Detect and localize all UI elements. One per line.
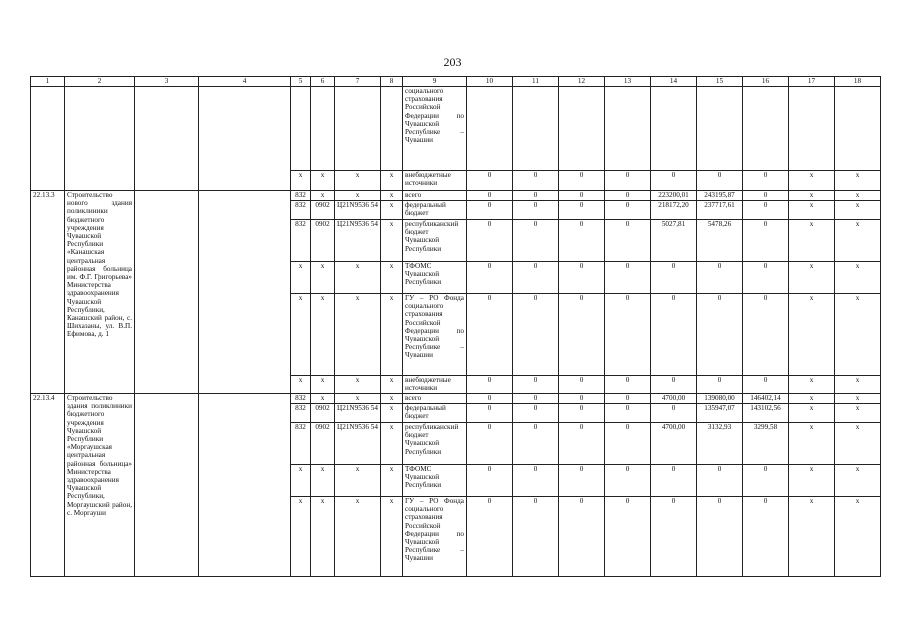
cell-target: Ц21N9536 54 (335, 423, 381, 465)
cell-value: 0 (697, 376, 743, 394)
header-cell-18: 18 (835, 77, 881, 87)
cell-value: 0 (467, 220, 513, 262)
cell-value: 0 (559, 191, 605, 201)
cell-value: 0 (697, 262, 743, 294)
cell-value: 0 (513, 191, 559, 201)
cell-value: 0 (467, 376, 513, 394)
cell-section: x (311, 191, 335, 201)
cell-expense-type: x (381, 220, 403, 262)
cell-value: 0 (743, 201, 789, 220)
cell-expense-type (381, 87, 403, 171)
cell-value: 0 (467, 294, 513, 376)
cell-admin: x (291, 262, 311, 294)
cell-value: x (835, 404, 881, 423)
header-cell-9: 9 (403, 77, 467, 87)
cell-value: 0 (559, 262, 605, 294)
cell-target: x (335, 294, 381, 376)
cell-section: 0902 (311, 423, 335, 465)
cell-number: 22.13.3 (31, 191, 65, 394)
cell-funding-source: ТФОМС Чувашской Республики (403, 465, 467, 497)
cell-value: x (789, 394, 835, 404)
cell-value: 0 (743, 497, 789, 577)
cell-value: x (789, 220, 835, 262)
cell-value: x (789, 191, 835, 201)
cell-value: x (789, 465, 835, 497)
cell-value: 0 (467, 465, 513, 497)
cell-value: 0 (513, 171, 559, 191)
cell-funding-source: ГУ – РО Фонда социального страхования Российской Федерации по Чувашской Республике – Чувашии (403, 294, 467, 376)
cell-value: 0 (605, 376, 651, 394)
cell-value: 0 (467, 423, 513, 465)
cell-value: x (789, 294, 835, 376)
cell-value: x (835, 423, 881, 465)
cell-section: 0902 (311, 220, 335, 262)
header-cell-13: 13 (605, 77, 651, 87)
cell-value: 0 (605, 497, 651, 577)
cell-expense-type: x (381, 497, 403, 577)
cell-value: x (835, 394, 881, 404)
cell-funding-source: ТФОМС Чувашской Республики (403, 262, 467, 294)
cell-value: x (789, 404, 835, 423)
cell-value: x (835, 220, 881, 262)
cell-value: 0 (559, 394, 605, 404)
cell-value: 0 (743, 262, 789, 294)
cell-value: x (835, 376, 881, 394)
cell-number (31, 87, 65, 191)
cell-value: 0 (467, 262, 513, 294)
cell-value: x (835, 201, 881, 220)
cell-value (835, 87, 881, 171)
cell-section: x (311, 497, 335, 577)
cell-value: 0 (467, 497, 513, 577)
cell-value (513, 87, 559, 171)
cell-section: 0902 (311, 404, 335, 423)
cell-value: 0 (651, 171, 697, 191)
cell-expense-type: x (381, 294, 403, 376)
cell-value: x (835, 191, 881, 201)
cell-funding-source: федеральный бюджет (403, 201, 467, 220)
cell-value: x (835, 171, 881, 191)
header-cell-2: 2 (65, 77, 135, 87)
cell-col3 (135, 87, 199, 191)
header-cell-7: 7 (335, 77, 381, 87)
cell-expense-type: x (381, 423, 403, 465)
cell-value: 0 (513, 220, 559, 262)
cell-value: x (835, 465, 881, 497)
table-body (31, 77, 881, 577)
cell-funding-source: внебюджетные источники (403, 171, 467, 191)
cell-value: 0 (513, 423, 559, 465)
cell-value: 146402,14 (743, 394, 789, 404)
header-cell-11: 11 (513, 77, 559, 87)
cell-value: 3299,58 (743, 423, 789, 465)
cell-value: x (789, 201, 835, 220)
cell-expense-type: x (381, 191, 403, 201)
cell-value: 0 (743, 171, 789, 191)
cell-value: 0 (651, 262, 697, 294)
cell-value: 0 (559, 376, 605, 394)
cell-funding-source: республиканский бюджет Чувашской Республики (403, 220, 467, 262)
cell-value: 0 (697, 294, 743, 376)
cell-value: 0 (605, 404, 651, 423)
cell-target: Ц21N9536 54 (335, 201, 381, 220)
cell-target: x (335, 465, 381, 497)
cell-value: 0 (467, 201, 513, 220)
cell-admin (291, 87, 311, 171)
cell-value: 0 (743, 465, 789, 497)
cell-value: 0 (467, 191, 513, 201)
cell-value: 0 (467, 171, 513, 191)
cell-value: x (789, 376, 835, 394)
cell-value: 0 (467, 404, 513, 423)
header-row (31, 77, 881, 87)
cell-value: 3132,93 (697, 423, 743, 465)
cell-value: x (835, 294, 881, 376)
cell-funding-source: внебюджетные источники (403, 376, 467, 394)
cell-value: 0 (697, 497, 743, 577)
cell-value: 0 (743, 376, 789, 394)
cell-admin: 832 (291, 394, 311, 404)
cell-funding-source: республиканский бюджет Чувашской Республики (403, 423, 467, 465)
cell-value: 135947,07 (697, 404, 743, 423)
cell-admin: x (291, 376, 311, 394)
cell-section (311, 87, 335, 171)
cell-value: 0 (559, 465, 605, 497)
cell-expense-type: x (381, 404, 403, 423)
cell-value: 0 (513, 294, 559, 376)
program-table (30, 76, 881, 577)
cell-admin: 832 (291, 423, 311, 465)
cell-col4 (199, 191, 291, 394)
cell-value: 0 (651, 465, 697, 497)
cell-value (743, 87, 789, 171)
table-row (31, 394, 881, 404)
header-cell-15: 15 (697, 77, 743, 87)
cell-value: 0 (559, 201, 605, 220)
cell-funding-source: социального страхования Российской Федерации по Чувашской Республике – Чувашии (403, 87, 467, 171)
cell-value: 0 (697, 171, 743, 191)
cell-value: 4700,00 (651, 423, 697, 465)
cell-value: x (835, 262, 881, 294)
cell-value: 0 (605, 262, 651, 294)
cell-value: 139080,00 (697, 394, 743, 404)
header-cell-17: 17 (789, 77, 835, 87)
header-cell-10: 10 (467, 77, 513, 87)
cell-value: 0 (605, 465, 651, 497)
cell-value: 0 (559, 497, 605, 577)
cell-funding-source: федеральный бюджет (403, 404, 467, 423)
table-row (31, 191, 881, 201)
cell-value (559, 87, 605, 171)
cell-number: 22.13.4 (31, 394, 65, 577)
cell-value: x (789, 171, 835, 191)
cell-admin: x (291, 171, 311, 191)
cell-value: 0 (605, 201, 651, 220)
cell-value: 0 (651, 294, 697, 376)
cell-value: 0 (605, 171, 651, 191)
cell-section: x (311, 376, 335, 394)
cell-value: 0 (559, 423, 605, 465)
cell-value: 0 (513, 201, 559, 220)
cell-value: 0 (559, 404, 605, 423)
cell-value: 0 (605, 191, 651, 201)
cell-funding-source: всего (403, 191, 467, 201)
cell-target: Ц21N9536 54 (335, 220, 381, 262)
header-cell-16: 16 (743, 77, 789, 87)
cell-description: Строительство нового здания поликлиники бюджетного учреждения Чувашской Республики «Канашская центральная районная больница им. Ф.Г. Григорьева» Министерства здравоохранения Чувашской Республики, Канашский район, с. Шихазаны, ул. В.П. Ефимова, д. 1 (65, 191, 135, 394)
cell-target: x (335, 394, 381, 404)
cell-value: 0 (513, 394, 559, 404)
cell-value: 0 (743, 220, 789, 262)
cell-value: 4700,00 (651, 394, 697, 404)
header-cell-6: 6 (311, 77, 335, 87)
header-cell-4: 4 (199, 77, 291, 87)
cell-value: 5478,26 (697, 220, 743, 262)
cell-value (467, 87, 513, 171)
cell-value: 0 (743, 294, 789, 376)
cell-target: x (335, 191, 381, 201)
header-cell-8: 8 (381, 77, 403, 87)
cell-value: 5027,81 (651, 220, 697, 262)
cell-col4 (199, 87, 291, 191)
cell-value: 0 (651, 404, 697, 423)
cell-funding-source: ГУ – РО Фонда социального страхования Российской Федерации по Чувашской Республике – Чувашии (403, 497, 467, 577)
cell-section: x (311, 294, 335, 376)
cell-value: 0 (743, 191, 789, 201)
cell-value: 0 (605, 220, 651, 262)
cell-value: x (789, 262, 835, 294)
cell-description (65, 87, 135, 191)
header-cell-5: 5 (291, 77, 311, 87)
cell-target (335, 87, 381, 171)
cell-funding-source: всего (403, 394, 467, 404)
cell-expense-type: x (381, 394, 403, 404)
cell-value (651, 87, 697, 171)
cell-value: 0 (559, 294, 605, 376)
cell-admin: 832 (291, 220, 311, 262)
header-cell-1: 1 (31, 77, 65, 87)
cell-admin: 832 (291, 191, 311, 201)
cell-value: x (789, 423, 835, 465)
cell-value: 0 (513, 262, 559, 294)
cell-section: x (311, 394, 335, 404)
cell-target: x (335, 376, 381, 394)
cell-value (789, 87, 835, 171)
cell-value: 0 (559, 171, 605, 191)
cell-value: 0 (467, 394, 513, 404)
cell-value: 0 (513, 376, 559, 394)
cell-value: 243195,87 (697, 191, 743, 201)
cell-expense-type: x (381, 201, 403, 220)
table-row (31, 87, 881, 171)
cell-value: x (835, 497, 881, 577)
cell-value: 0 (513, 497, 559, 577)
cell-value: x (789, 497, 835, 577)
cell-value: 223200,01 (651, 191, 697, 201)
header-cell-12: 12 (559, 77, 605, 87)
cell-target: x (335, 262, 381, 294)
cell-value: 0 (651, 497, 697, 577)
cell-admin: 832 (291, 201, 311, 220)
cell-expense-type: x (381, 171, 403, 191)
cell-value: 0 (605, 423, 651, 465)
cell-expense-type: x (381, 262, 403, 294)
cell-target: Ц21N9536 54 (335, 404, 381, 423)
cell-value: 0 (605, 394, 651, 404)
cell-description: Строительство здания поликлиники бюджетного учреждения Чувашской Республики «Моргаушская центральная районная больница» Министерства здравоохранения Чувашской Республики, Моргаушский район, с. Моргауши (65, 394, 135, 577)
page-number: 203 (443, 55, 462, 69)
cell-col3 (135, 191, 199, 394)
cell-value: 237717,61 (697, 201, 743, 220)
cell-target: x (335, 497, 381, 577)
cell-value (697, 87, 743, 171)
cell-value: 218172,20 (651, 201, 697, 220)
cell-admin: x (291, 294, 311, 376)
cell-section: x (311, 171, 335, 191)
header-cell-3: 3 (135, 77, 199, 87)
cell-section: x (311, 465, 335, 497)
cell-value: 0 (559, 220, 605, 262)
cell-section: 0902 (311, 201, 335, 220)
cell-section: x (311, 262, 335, 294)
cell-value: 0 (513, 465, 559, 497)
cell-value: 0 (513, 404, 559, 423)
cell-admin: x (291, 497, 311, 577)
cell-admin: x (291, 465, 311, 497)
cell-col3 (135, 394, 199, 577)
cell-value: 0 (651, 376, 697, 394)
cell-expense-type: x (381, 376, 403, 394)
cell-value: 0 (697, 465, 743, 497)
cell-admin: 832 (291, 404, 311, 423)
cell-expense-type: x (381, 465, 403, 497)
header-cell-14: 14 (651, 77, 697, 87)
cell-col4 (199, 394, 291, 577)
cell-target: x (335, 171, 381, 191)
cell-value: 143102,56 (743, 404, 789, 423)
cell-value: 0 (605, 294, 651, 376)
cell-value (605, 87, 651, 171)
